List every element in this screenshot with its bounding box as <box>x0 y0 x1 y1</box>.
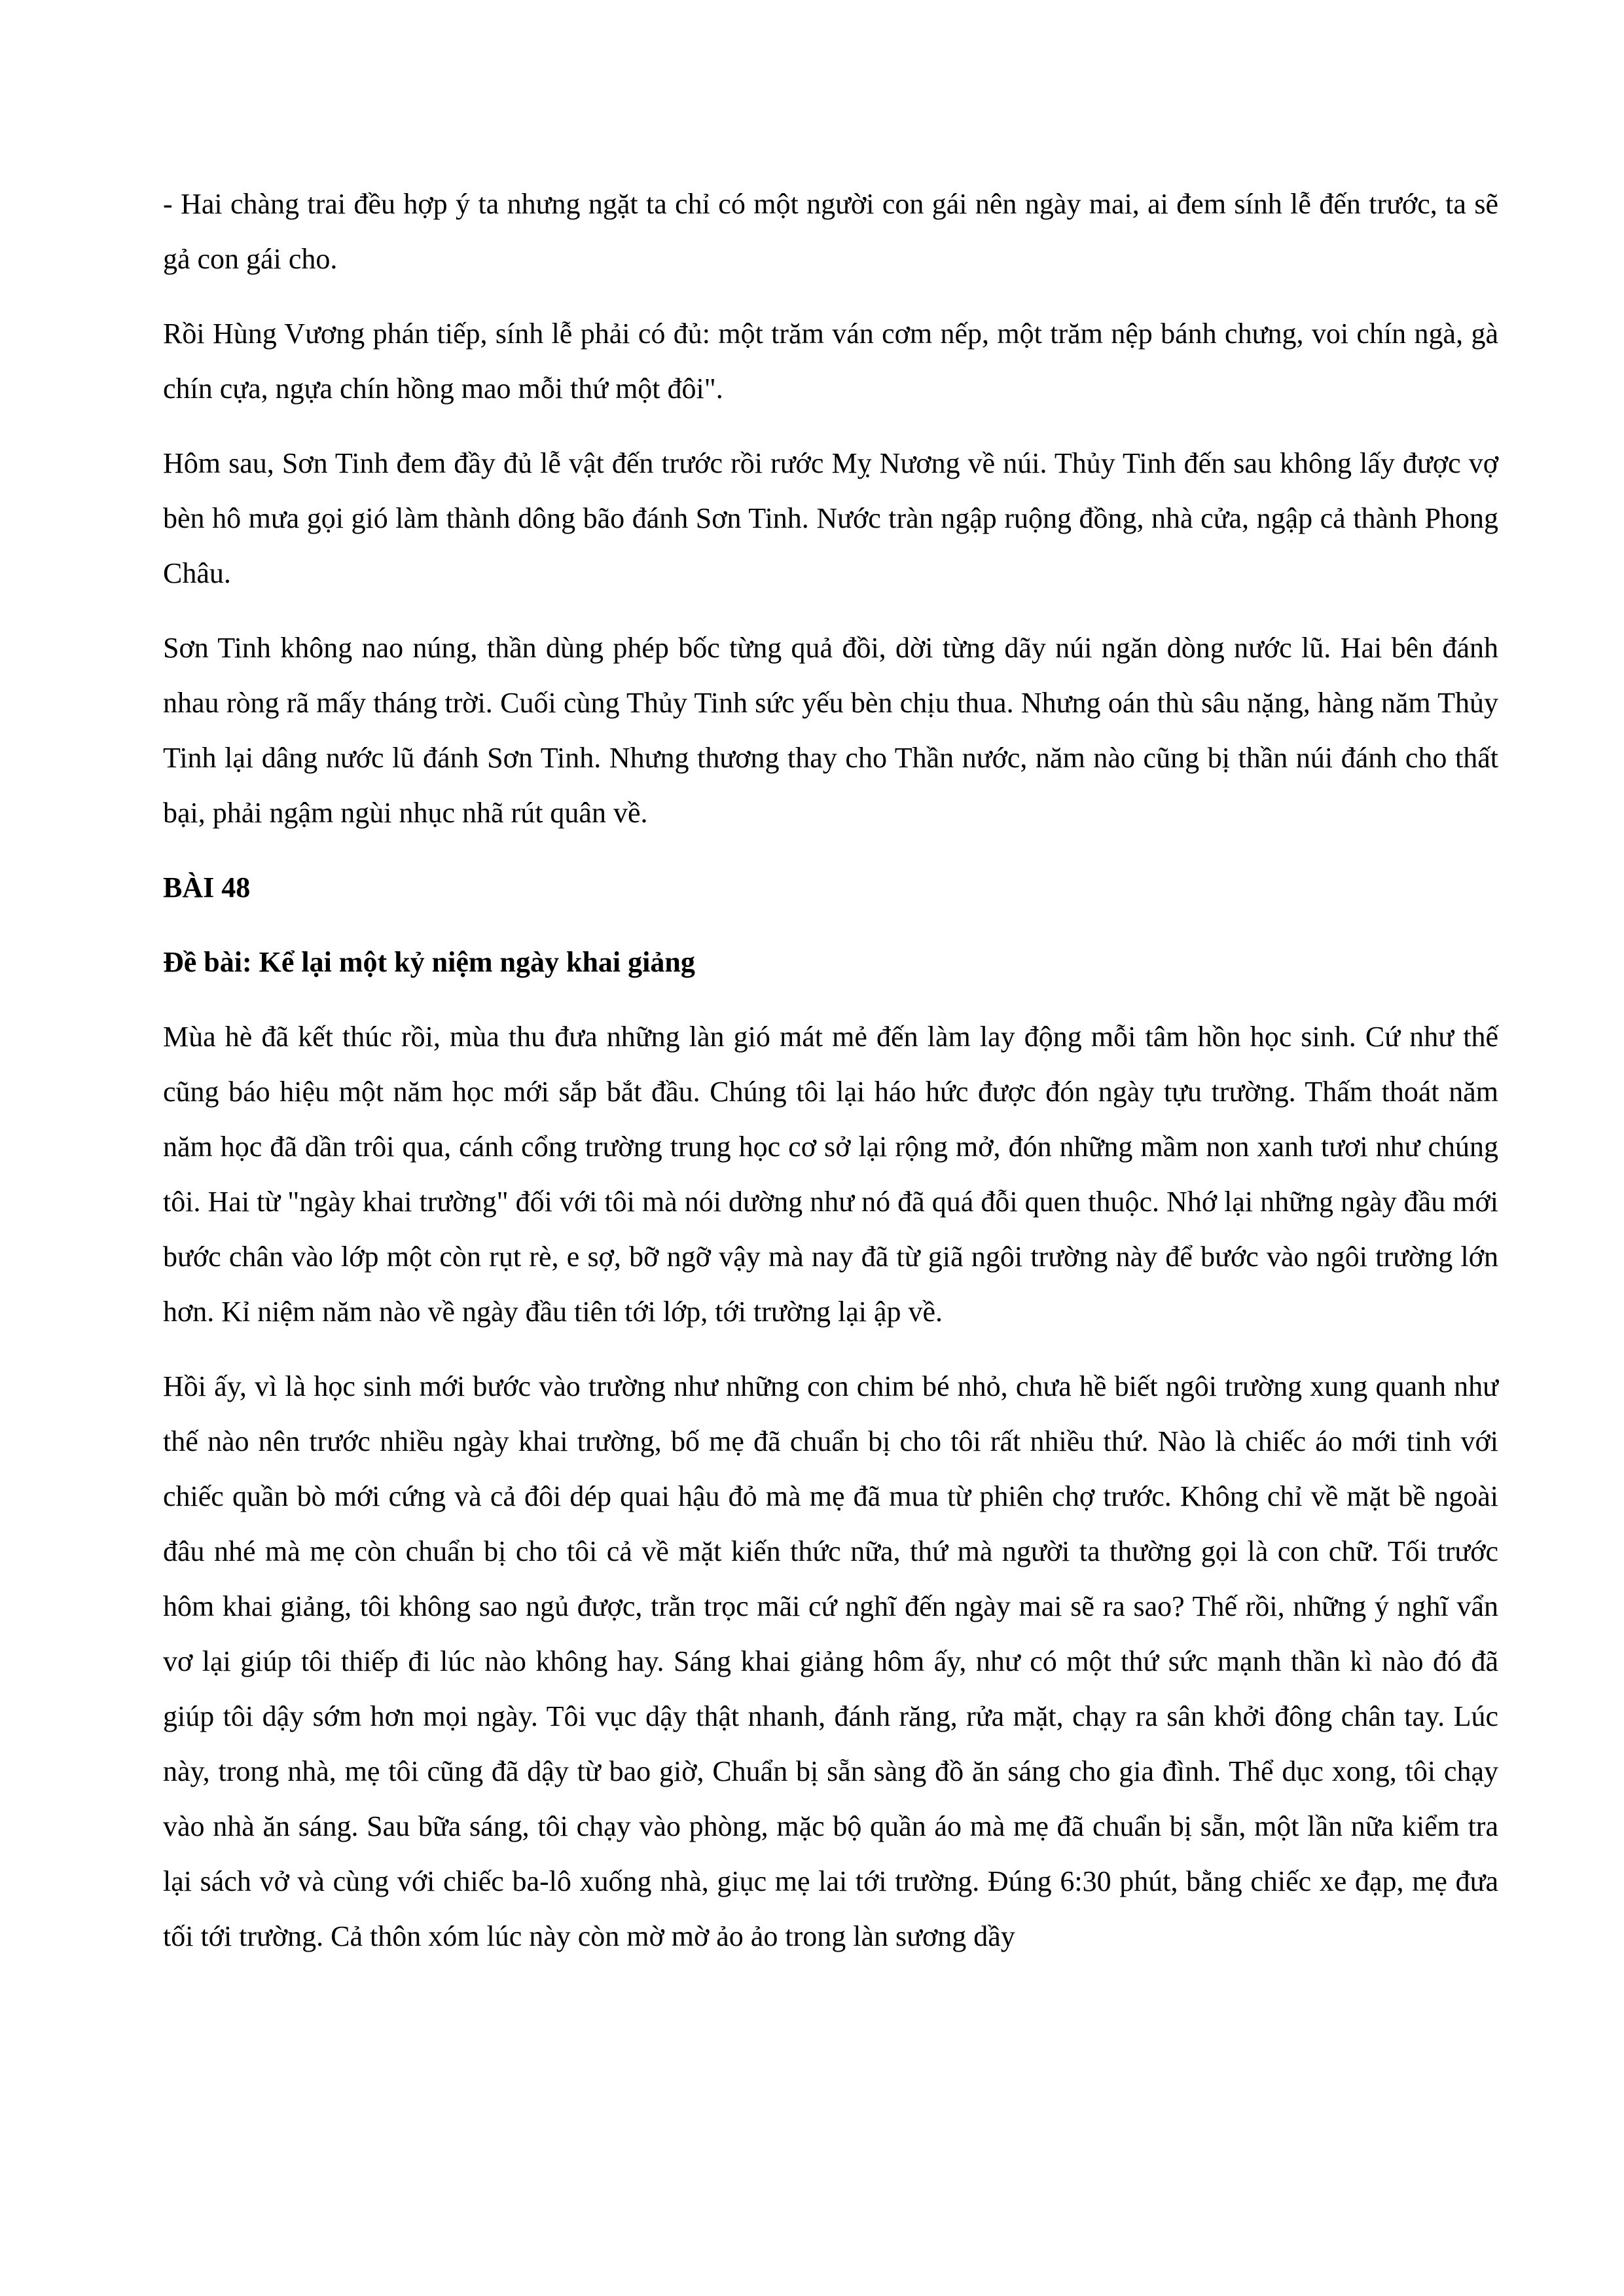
prompt-title: Đề bài: Kể lại một kỷ niệm ngày khai giảng <box>163 946 695 978</box>
paragraph: Rồi Hùng Vương phán tiếp, sính lễ phải có đủ: một trăm ván cơm nếp, một trăm nệp bánh chưng, voi chín ngà, gà chín cựa, ngựa chín hồng mao mỗi thứ một đôi". <box>163 318 1498 405</box>
paragraph: - Hai chàng trai đều hợp ý ta nhưng ngặt ta chỉ có một người con gái nên ngày mai, ai đem sính lễ đến trước, ta sẽ gả con gái cho. <box>163 188 1498 275</box>
paragraph: Sơn Tinh không nao núng, thần dùng phép bốc từng quả đồi, dời từng dãy núi ngăn dòng nước lũ. Hai bên đánh nhau ròng rã mấy tháng trời. Cuối cùng Thủy Tinh sức yếu bèn chịu thua. Nhưng oán thù sâu nặng, hàng năm Thủy Tinh lại dâng nước lũ đánh Sơn Tinh. Nhưng thương thay cho Thần nước, năm nào cũng bị thần núi đánh cho thất bại, phải ngậm ngùi nhục nhã rút quân về. <box>163 632 1498 829</box>
essay-paragraph: Mùa hè đã kết thúc rồi, mùa thu đưa những làn gió mát mẻ đến làm lay động mỗi tâm hồn học sinh. Cứ như thế cũng báo hiệu một năm học mới sắp bắt đầu. Chúng tôi lại háo hức được đón ngày tựu trường. Thấm thoát năm năm học đã dần trôi qua, cánh cổng trường trung học cơ sở lại rộng mở, đón những mầm non xanh tươi như chúng tôi. Hai từ "ngày khai trường" đối với tôi mà nói dường như nó đã quá đỗi quen thuộc. Nhớ lại những ngày đầu mới bước chân vào lớp một còn rụt rè, e sợ, bỡ ngỡ vậy mà nay đã từ giã ngôi trường này để bước vào ngôi trường lớn hơn. Kỉ niệm năm nào về ngày đầu tiên tới lớp, tới trường lại ập về. <box>163 1021 1498 1328</box>
essay-paragraph: Hồi ấy, vì là học sinh mới bước vào trường như những con chim bé nhỏ, chưa hề biết ngôi trường xung quanh như thế nào nên trước nhiều ngày khai trường, bố mẹ đã chuẩn bị cho tôi rất nhiều thứ. Nào là chiếc áo mới tinh với chiếc quần bò mới cứng và cả đôi dép quai hậu đỏ mà mẹ đã mua từ phiên chợ trước. Không chỉ về mặt bề ngoài đâu nhé mà mẹ còn chuẩn bị cho tôi cả về mặt kiến thức nữa, thứ mà người ta thường gọi là con chữ. Tối trước hôm khai giảng, tôi không sao ngủ được, trằn trọc mãi cứ nghĩ đến ngày mai sẽ ra sao? Thế rồi, những ý nghĩ vẩn vơ lại giúp tôi thiếp đi lúc nào không hay. Sáng khai giảng hôm ấy, như có một thứ sức mạnh thần kì nào đó đã giúp tôi dậy sớm hơn mọi ngày. Tôi vục dậy thật nhanh, đánh răng, rửa mặt, chạy ra sân khởi đông chân tay. Lúc này, trong nhà, mẹ tôi cũng đã dậy từ bao giờ, Chuẩn bị sẵn sàng đồ ăn sáng cho gia đình. Thể dục xong, tôi chạy vào nhà ăn sáng. Sau bữa sáng, tôi chạy vào phòng, mặc bộ quần áo mà mẹ đã chuẩn bị sẵn, một lần nữa kiểm tra lại sách vở và cùng với chiếc ba-lô xuống nhà, giục mẹ lai tới trường. Đúng 6:30 phút, bằng chiếc xe đạp, mẹ đưa tối tới trường. Cả thôn xóm lúc này còn mờ mờ ảo ảo trong làn sương dầy <box>163 1370 1498 1952</box>
section-title: BÀI 48 <box>163 871 251 903</box>
document-body <box>163 177 1498 1984</box>
paragraph: Hôm sau, Sơn Tinh đem đầy đủ lễ vật đến trước rồi rước Mỵ Nương về núi. Thủy Tinh đến sau không lấy được vợ bèn hô mưa gọi gió làm thành dông bão đánh Sơn Tinh. Nước tràn ngập ruộng đồng, nhà cửa, ngập cả thành Phong Châu. <box>163 447 1498 589</box>
